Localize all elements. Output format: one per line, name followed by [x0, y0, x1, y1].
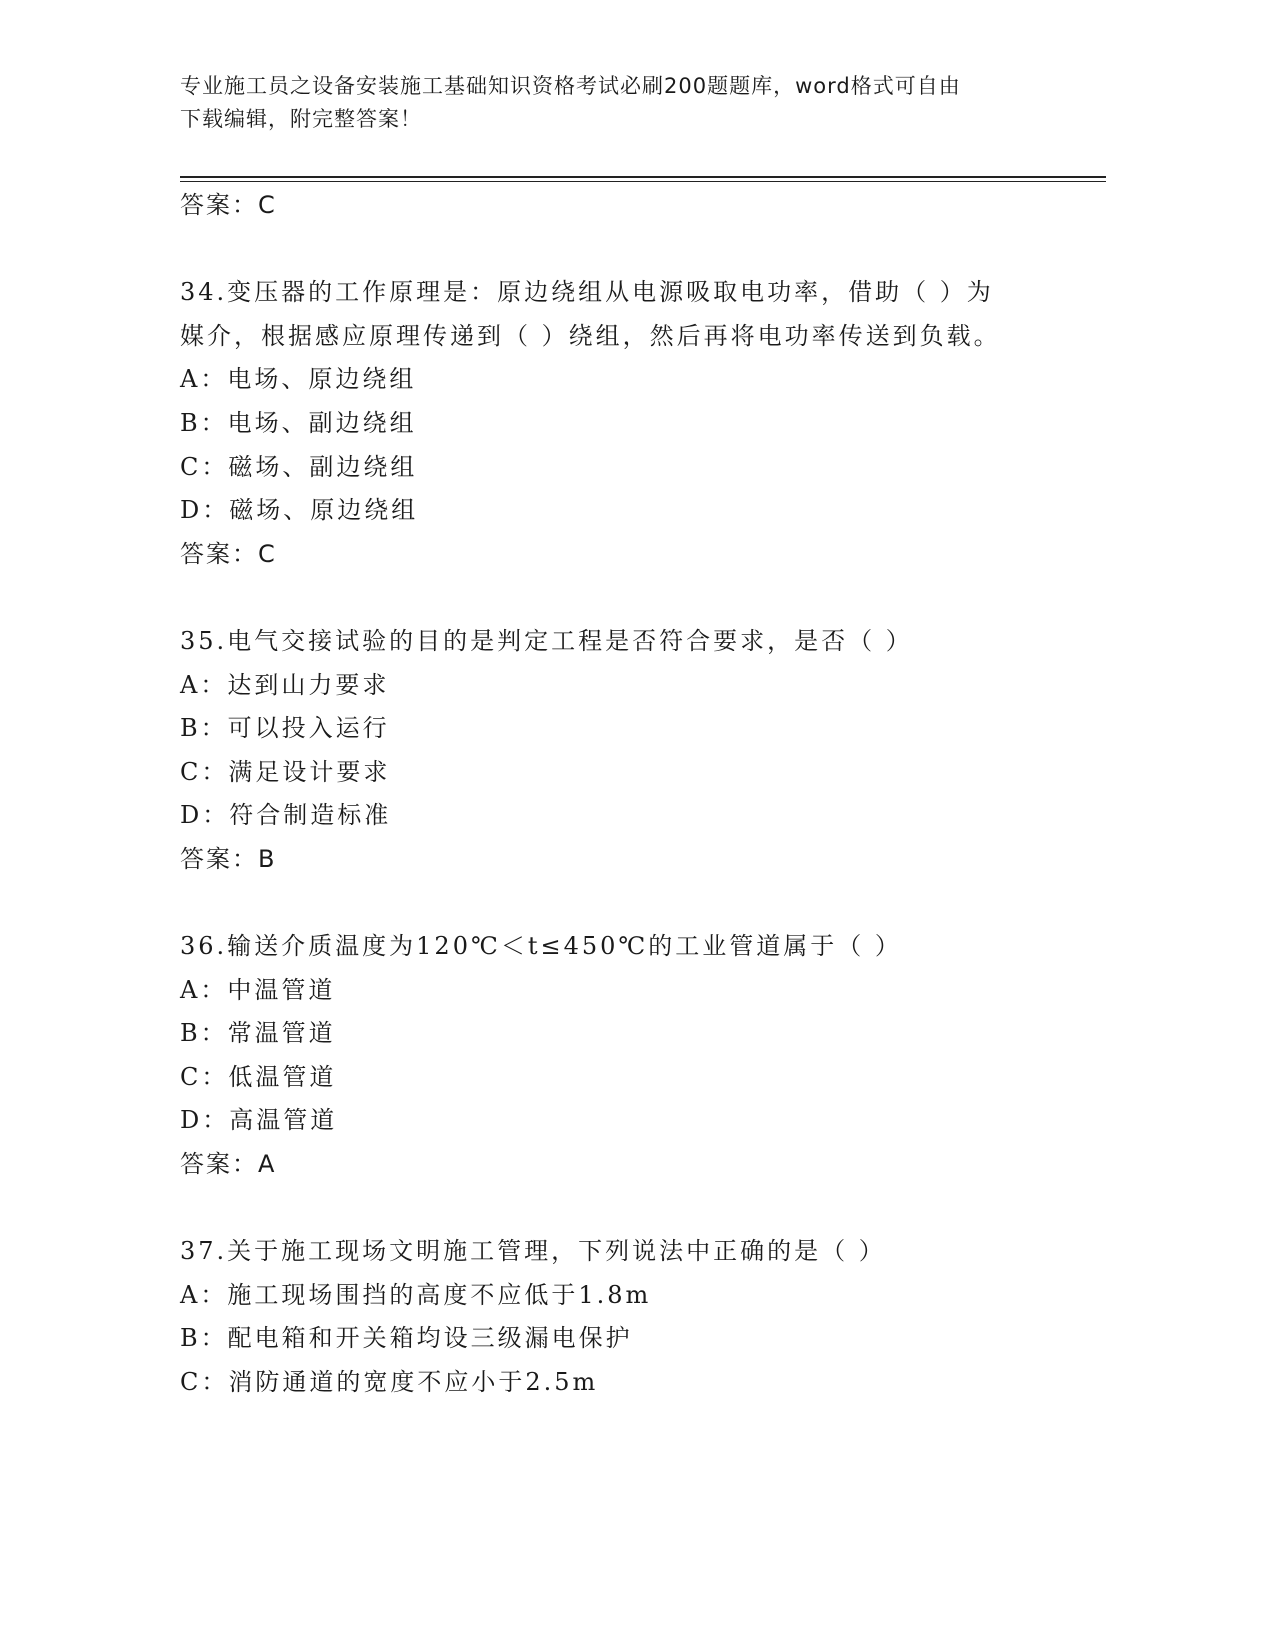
spacer	[180, 1187, 1106, 1231]
previous-answer: 答案：C	[180, 191, 277, 219]
answer: 答案：C	[180, 539, 277, 568]
answer: 答案：A	[180, 1150, 277, 1179]
header-line-1: 专业施工员之设备安装施工基础知识资格考试必刷200题题库，word格式可自由	[180, 74, 961, 98]
option-a: A：电场、原边绕组	[180, 365, 417, 394]
question-stem: 37.关于施工现场文明施工管理，下列说法中正确的是（ ）	[180, 1237, 886, 1266]
question-34	[180, 271, 1106, 576]
option-a: A：施工现场围挡的高度不应低于1.8m	[180, 1280, 652, 1309]
option-b: B：电场、副边绕组	[180, 408, 417, 437]
spacer	[180, 882, 1106, 926]
option-b: B：常温管道	[180, 1019, 336, 1048]
document-header	[180, 70, 1040, 136]
header-divider-thin	[180, 181, 1106, 182]
question-stem: 34.变压器的工作原理是：原边绕组从电源吸取电功率，借助（ ）为	[180, 278, 994, 307]
option-c: C：满足设计要求	[180, 757, 391, 786]
question-stem: 35.电气交接试验的目的是判定工程是否符合要求，是否（ ）	[180, 626, 913, 655]
option-c: C：磁场、副边绕组	[180, 452, 418, 481]
header-line-2: 下载编辑，附完整答案！	[180, 107, 422, 131]
option-a: A：达到山力要求	[180, 670, 390, 699]
option-d: D：符合制造标准	[180, 801, 392, 830]
option-c: C：低温管道	[180, 1062, 337, 1091]
question-37	[180, 1230, 1106, 1404]
option-d: D：高温管道	[180, 1106, 338, 1135]
option-c: C：消防通道的宽度不应小于2.5m	[180, 1368, 599, 1397]
header-divider-thick	[180, 176, 1106, 178]
question-35	[180, 620, 1106, 882]
option-b: B：可以投入运行	[180, 714, 390, 743]
option-b: B：配电箱和开关箱均设三级漏电保护	[180, 1324, 633, 1353]
option-d: D：磁场、原边绕组	[180, 496, 419, 525]
spacer	[180, 228, 1106, 272]
question-36	[180, 925, 1106, 1187]
spacer	[180, 576, 1106, 620]
option-a: A：中温管道	[180, 975, 336, 1004]
answer: 答案：B	[180, 844, 277, 873]
question-stem: 媒介，根据感应原理传递到（ ）绕组，然后再将电功率传送到负载。	[180, 321, 1001, 350]
question-list	[180, 184, 1106, 1405]
question-stem: 36.输送介质温度为120℃＜t≤450℃的工业管道属于（ ）	[180, 932, 902, 961]
